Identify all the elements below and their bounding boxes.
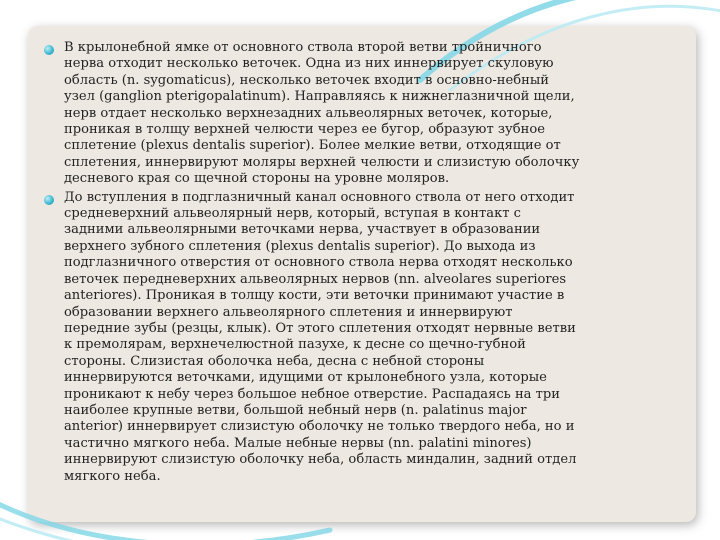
- bullet-disc-icon: [44, 45, 54, 55]
- list-item: [42, 190, 692, 485]
- list-item: [42, 40, 692, 188]
- bullet-disc-icon: [44, 195, 54, 205]
- bullet-text: До вступления в подглазничный канал основного ствола от него отходит средневерхний альвеолярный нерв, который, вступая в контакт с задними альвеолярными веточками нерва, участвует в образовании верхнего зубного сплетения (plexus dentalis superior). До выхода из подглазничного отверстия от основного ствола нерва отходят несколько веточек передневерхних альвеолярных нервов (nn. alveolares superiores anteriores). Проникая в толщу кости, эти веточки принимают участие в образовании верхнего альвеолярного сплетения и иннервируют передние зубы (резцы, клык). От этого сплетения отходят нервные ветви к премолярам, верхнечелюстной пазухе, к десне со щечно-губной стороны. Слизистая оболочка неба, десна с небной стороны иннервируются веточками, идущими от крылонебного узла, которые проникают к небу через большое небное отверстие. Распадаясь на три наиболее крупные ветви, большой небный нерв (n. palatinus major anterior) иннервирует слизистую оболочку не только твердого неба, но и частично мягкого неба. Малые небные нервы (nn. palatini minores) иннервируют слизистую оболочку неба, область миндалин, задний отдел мягкого неба.: [64, 189, 577, 484]
- bullet-list: [42, 40, 692, 487]
- bullet-text: В крылонебной ямке от основного ствола второй ветви тройничного нерва отходит несколько веточек. Одна из них иннервирует скуловую область (n. sygomaticus), несколько веточек входит в основно-небный узел (ganglion pterigopalatinum). Направляясь к нижнеглазничной щели, нерв отдает несколько верхнезадних альвеолярных веточек, которые, проникая в толщу верхней челюсти через ее бугор, образуют зубное сплетение (plexus dentalis superior). Более мелкие ветви, отходящие от сплетения, иннервируют моляры верхней челюсти и слизистую оболочку десневого края со щечной стороны на уровне моляров.: [64, 40, 580, 187]
